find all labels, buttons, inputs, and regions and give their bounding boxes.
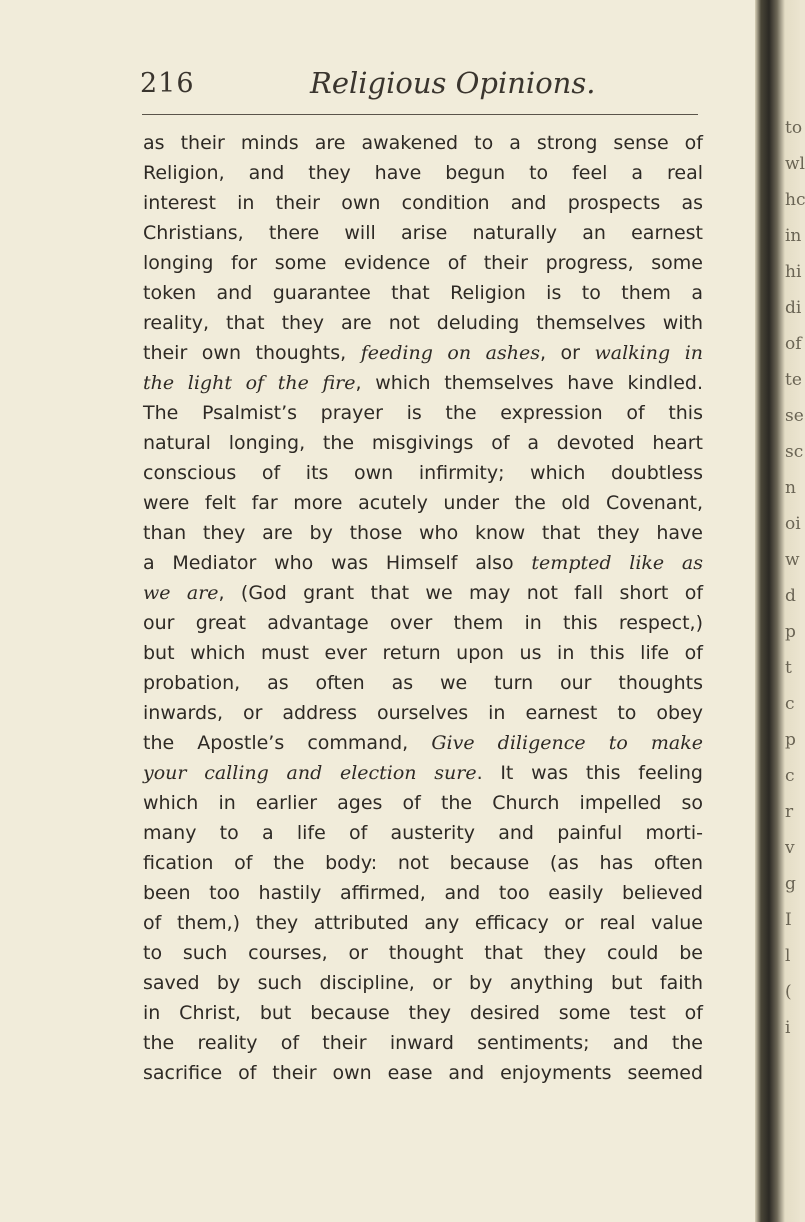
- text-line: [143, 278, 703, 308]
- text-line: [143, 638, 703, 668]
- text-line: [143, 668, 703, 698]
- facing-page-fragment: in: [785, 226, 802, 246]
- text-run: The Psalmist’s prayer is the expression of this: [143, 402, 703, 424]
- text-run: , which themselves have kindled.: [355, 372, 703, 394]
- text-line: [143, 818, 703, 848]
- text-run: been too hastily affirmed, and too easily believed: [143, 882, 703, 904]
- text-line: [143, 488, 703, 518]
- italic-phrase: walking in: [594, 342, 704, 364]
- text-run: token and guarantee that Religion is to them a: [143, 282, 703, 304]
- text-run: probation, as often as we turn our thoughts: [143, 672, 703, 694]
- running-head: Religious Opinions.: [310, 66, 596, 100]
- text-line: [143, 758, 703, 788]
- text-line: [143, 938, 703, 968]
- text-run: , (God grant that we may not fall short of: [218, 582, 704, 604]
- facing-page-fragment: hi: [785, 262, 802, 282]
- text-run: interest in their own condition and prospects as: [143, 192, 703, 214]
- text-run: their own thoughts,: [143, 342, 361, 364]
- facing-page-fragment: n: [785, 478, 796, 498]
- facing-page-fragment: of: [785, 334, 802, 354]
- facing-page-fragment: di: [785, 298, 802, 318]
- facing-page-fragment: p: [785, 730, 796, 750]
- text-line: [143, 458, 703, 488]
- text-run: than they are by those who know that they have: [143, 522, 703, 544]
- facing-page-fragment: c: [785, 694, 795, 714]
- book-gutter: [755, 0, 805, 1222]
- text-line: [143, 998, 703, 1028]
- text-run: in Christ, but because they desired some test of: [143, 1002, 703, 1024]
- page-number: 216: [140, 68, 195, 99]
- header-rule: [142, 114, 698, 115]
- text-run: Religion, and they have begun to feel a real: [143, 162, 703, 184]
- text-run: conscious of its own infirmity; which doubtless: [143, 462, 703, 484]
- text-run: . It was this feeling: [476, 762, 703, 784]
- text-run: inwards, or address ourselves in earnest to obey: [143, 702, 703, 724]
- facing-page-fragment: g: [785, 874, 796, 894]
- text-line: [143, 878, 703, 908]
- facing-page-fragment: oi: [785, 514, 801, 534]
- text-run: our great advantage over them in this respect,): [143, 612, 703, 634]
- text-run: , or: [539, 342, 595, 364]
- text-line: [143, 338, 703, 368]
- facing-page-fragment: to: [785, 118, 803, 138]
- italic-phrase: tempted like as: [531, 552, 703, 574]
- text-run: a Mediator who was Himself also: [143, 552, 532, 574]
- text-run: longing for some evidence of their progress, some: [143, 252, 703, 274]
- text-run: of them,) they attributed any efficacy or real value: [143, 912, 703, 934]
- text-run: the Apostle’s command,: [143, 732, 432, 754]
- facing-page-fragment: d: [785, 586, 796, 606]
- text-line: [143, 368, 703, 398]
- italic-phrase: the light of the fire: [143, 372, 356, 394]
- facing-page-fragment: p: [785, 622, 796, 642]
- text-line: [143, 608, 703, 638]
- page-header: [140, 68, 700, 108]
- text-line: [143, 698, 703, 728]
- text-line: [143, 518, 703, 548]
- text-run: fication of the body: not because (as has often: [143, 852, 703, 874]
- text-run: but which must ever return upon us in this life of: [143, 642, 703, 664]
- facing-page-fragment: w: [785, 550, 800, 570]
- text-line: [143, 1028, 703, 1058]
- text-run: reality, that they are not deluding themselves with: [143, 312, 703, 334]
- text-line: [143, 398, 703, 428]
- facing-page-fragment: se: [785, 406, 804, 426]
- facing-page-fragment: (: [785, 982, 792, 1002]
- text-line: [143, 968, 703, 998]
- text-line: [143, 128, 703, 158]
- italic-phrase: Give diligence to make: [431, 732, 703, 754]
- text-line: [143, 788, 703, 818]
- italic-phrase: feeding on ashes: [360, 342, 540, 364]
- text-run: sacrifice of their own ease and enjoyments seemed: [143, 1062, 703, 1084]
- text-run: which in earlier ages of the Church impelled so: [143, 792, 703, 814]
- facing-page-fragment: i: [785, 1018, 791, 1038]
- facing-page-fragment: v: [785, 838, 795, 858]
- text-line: [143, 308, 703, 338]
- italic-phrase: we are: [143, 582, 219, 604]
- facing-page-fragment: wl: [785, 154, 805, 174]
- text-run: Christians, there will arise naturally an earnest: [143, 222, 703, 244]
- text-line: [143, 248, 703, 278]
- italic-phrase: your calling and election sure: [143, 762, 477, 784]
- facing-page-fragment: I: [785, 910, 792, 930]
- text-line: [143, 1058, 703, 1088]
- text-run: natural longing, the misgivings of a devoted heart: [143, 432, 703, 454]
- text-run: as their minds are awakened to a strong sense of: [143, 132, 703, 154]
- facing-page-fragment: sc: [785, 442, 804, 462]
- text-line: [143, 548, 703, 578]
- text-run: saved by such discipline, or by anything but faith: [143, 972, 703, 994]
- body-text: [143, 128, 703, 1088]
- text-line: [143, 218, 703, 248]
- facing-page-fragment: c: [785, 766, 795, 786]
- text-line: [143, 428, 703, 458]
- text-line: [143, 188, 703, 218]
- text-line: [143, 578, 703, 608]
- facing-page-fragment: hc: [785, 190, 805, 210]
- facing-page-fragment: l: [785, 946, 791, 966]
- facing-page-fragment: r: [785, 802, 794, 822]
- text-line: [143, 908, 703, 938]
- text-run: many to a life of austerity and painful morti-: [143, 822, 703, 844]
- text-run: the reality of their inward sentiments; and the: [143, 1032, 703, 1054]
- text-line: [143, 848, 703, 878]
- text-run: were felt far more acutely under the old Covenant,: [143, 492, 703, 514]
- text-line: [143, 728, 703, 758]
- facing-page-fragment: t: [785, 658, 792, 678]
- text-run: to such courses, or thought that they could be: [143, 942, 703, 964]
- text-line: [143, 158, 703, 188]
- facing-page-fragment: te: [785, 370, 802, 390]
